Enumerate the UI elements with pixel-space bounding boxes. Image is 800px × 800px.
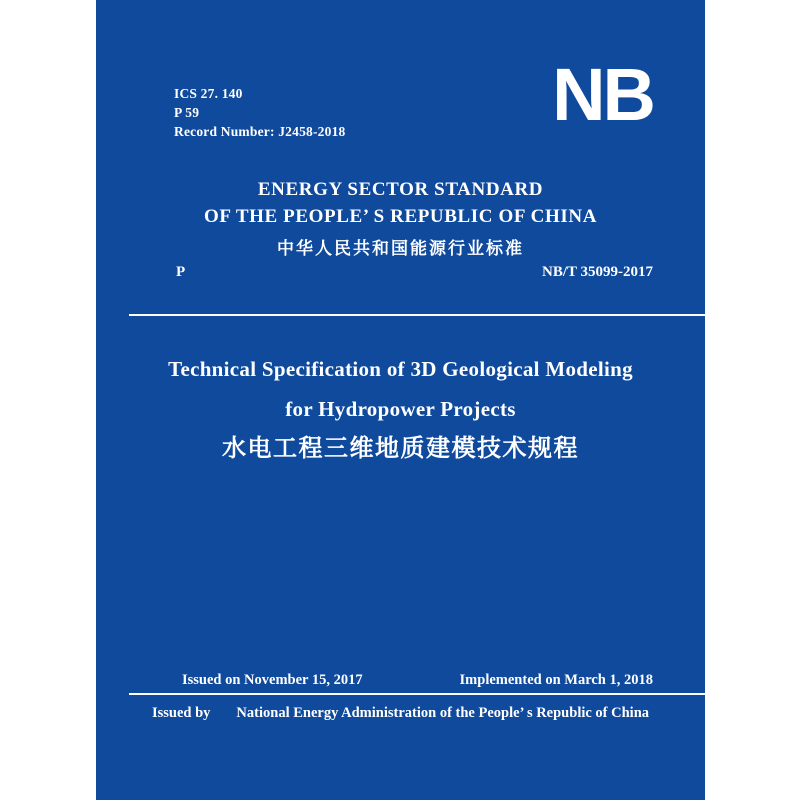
record-number: Record Number: J2458-2018 — [174, 124, 346, 139]
title-en-line2: for Hydropower Projects — [285, 397, 516, 421]
standard-name-en-line1: ENERGY SECTOR STANDARD — [257, 179, 544, 200]
standard-cover — [96, 0, 705, 800]
nb-logo: NB — [552, 53, 653, 136]
implemented-date: Implemented on March 1, 2018 — [459, 672, 653, 688]
title-en-line1: Technical Specification of 3D Geological Modeling — [168, 357, 633, 381]
classification-code: P 59 — [174, 105, 200, 120]
top-divider-line — [129, 314, 705, 316]
standard-number: NB/T 35099-2017 — [542, 264, 653, 280]
code-row — [176, 264, 653, 281]
standard-name-en-line2: OF THE PEOPLE’ S REPUBLIC OF CHINA — [203, 206, 598, 227]
top-left-codes — [174, 84, 345, 141]
ics-code: ICS 27. 140 — [174, 86, 243, 101]
standard-name-zh: 中华人民共和国能源行业标准 — [277, 239, 524, 258]
issued-by-label: Issued by — [151, 705, 211, 721]
issued-by-row — [96, 705, 705, 722]
issued-date: Issued on November 15, 2017 — [182, 672, 363, 688]
footer-divider-line — [129, 693, 705, 695]
dates-row — [182, 672, 653, 689]
title-zh: 水电工程三维地质建模技术规程 — [222, 436, 579, 462]
issued-by-value: National Energy Administration of the People’ s Republic of China — [236, 705, 650, 721]
doc-class-letter: P — [176, 264, 186, 280]
